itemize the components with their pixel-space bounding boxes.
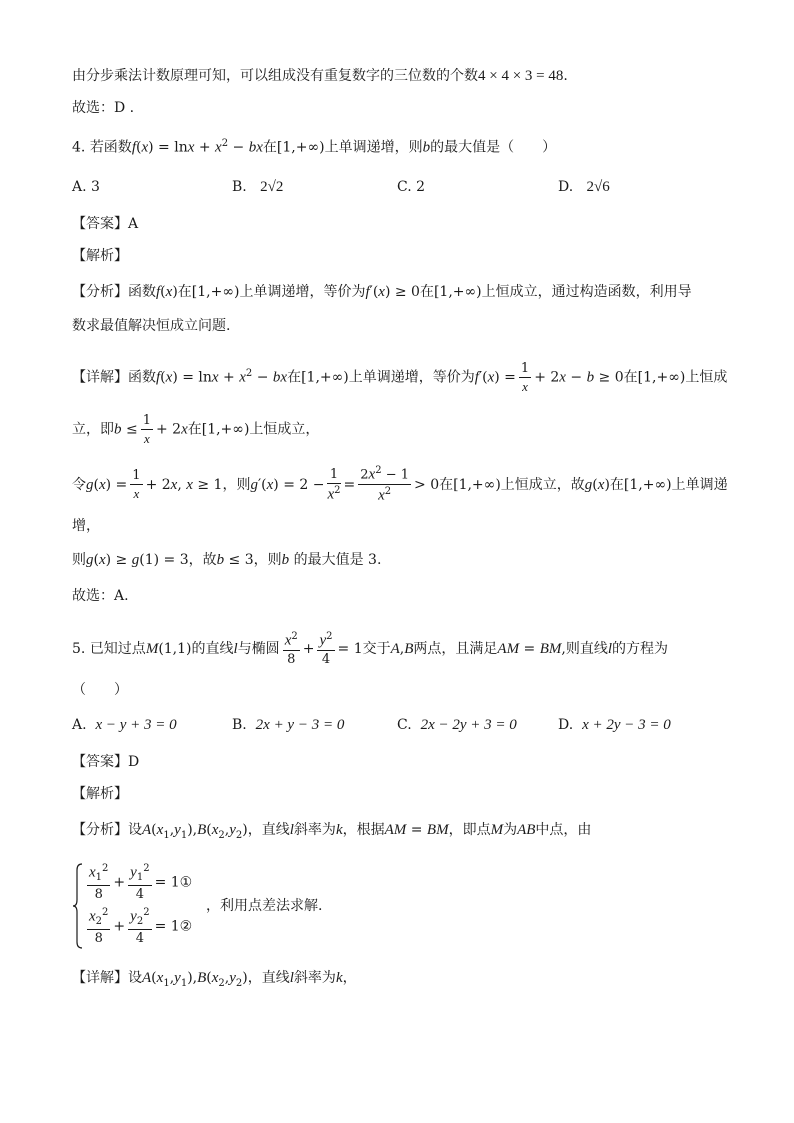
detail-text: 在 [187,421,202,438]
fenxi-tag: 【分析】 [72,822,128,838]
q5-text: 交于 [362,641,391,658]
detail-text: ， [342,970,357,986]
detail-text: 的最大值是 3. [293,552,382,568]
q4-options [72,176,732,198]
detail-text: 上恒成立， [249,421,320,438]
q4-detail-line1: 【详解】函数$f(x) = \ln x + x^2$ − bx在[1,+∞)上单调递增，等价为f′(x) = $\frac{1}{x}$ + 2x − b ≥ 0在[1,+∞)上恒成 [72,361,728,394]
intro-end: . [563,68,568,84]
fraction: $\frac{1}{x}$ [520,361,530,394]
detail-text: ，则 [253,552,282,568]
detail-text: 上单调递增，等价为 [348,369,475,386]
fenxi-text: ，即点 [448,822,491,838]
detail-text: 上单调递 [671,476,728,493]
q4-number: 4. [72,139,86,156]
q5-text: ,则直线 [561,641,608,658]
equation-2: $\frac{x_2^2}{8}$ + $\frac{y_2^2}{4}$ = 1② [89,907,193,946]
q5-text: 的方程为 [612,641,669,658]
left-brace-icon [72,862,84,950]
q5-option-a[interactable]: A. x − y + 3 = 0 [72,717,177,733]
equation-1: $\frac{x_1^2}{8}$ + $\frac{y_1^2}{4}$ = 1① [89,863,193,902]
fenxi-text: 上恒成立，通过构造函数，利用导 [481,284,692,300]
detail-text: 立，即 [72,421,114,438]
q4-text-3: 上单调递增，则 [324,139,423,156]
detail-text: ，则 [222,476,251,493]
q4-detail-line3: 令g(x) = $\frac{1}{x}$ + 2x, x ≥ 1，则g′(x) = 2 − $\frac{1}{x^2}$ = $\frac{2x^2 - 1}{x^2}$ > 0在[1,+∞)上恒成立，故g(x)在[1,+∞)上单调递 [72,465,728,504]
detail-text: 在 [287,369,302,386]
fenxi-text: ，根据 [342,822,385,838]
fraction: $\frac{y^2}{4}$ [319,631,333,668]
q5-option-c[interactable]: C. 2x − 2y + 3 = 0 [397,717,517,733]
detail-text: 令 [72,476,86,493]
q4-fenxi-line1: 【分析】函数f(x)在[1,+∞)上单调递增，等价为f′(x) ≥ 0在[1,+∞)上恒成立，通过构造函数，利用导 [72,284,692,300]
q4-answer: 【答案】A [72,216,139,232]
q4-detail-line4: 增， [72,518,100,534]
intro-choose: 故选：D . [72,100,135,116]
q4-analysis-title: 【解析】 [72,248,128,264]
fenxi-text: 设 [128,822,142,838]
q4-detail-line5: 则g(x) ≥ g(1) = 3，故b ≤ 3，则b 的最大值是 3. [72,552,382,568]
q5-option-d[interactable]: D. x + 2y − 3 = 0 [558,717,671,733]
q4-option-d[interactable]: D. 2√6 [558,179,610,195]
intro-text: 由分步乘法计数原理可知，可以组成没有重复数字的三位数的个数 [72,68,478,84]
q4-fenxi-line2: 数求最值解决恒成立问题. [72,318,231,334]
q4-function: f [131,139,136,156]
fenxi-text: 为 [503,822,518,838]
q5-paren: （ ） [72,682,128,698]
q5-option-b[interactable]: B. 2x + y − 3 = 0 [232,717,345,733]
fenxi-text: 中点，由 [535,822,592,838]
q4-option-b[interactable]: B. 2√2 [232,179,284,195]
detail-text: 设 [128,970,142,986]
q4-text-2: 在 [262,139,277,156]
detail-text: 则 [72,552,86,568]
q5-number: 5. [72,641,86,658]
q5-text: 的直线 [191,641,234,658]
detail-text: 在 [623,369,638,386]
q4-detail-line2: 立，即b ≤ $\frac{1}{x}$ + 2x在[1,+∞)上恒成立， [72,413,320,446]
fenxi-text: 斜率为 [293,822,336,838]
detail-text: 上恒成立，故 [500,476,585,493]
q5-options [72,714,732,736]
q4-text-4: 的最大值是（ ） [430,139,557,156]
fenxi-text: 函数 [128,284,156,300]
q4-text-1: 若函数 [89,139,132,156]
fenxi-text: 在 [177,284,192,300]
fraction: $\frac{1}{x}$ [132,468,141,502]
detail-text: 斜率为 [293,970,336,986]
fraction: $\frac{1}{x}$ [142,413,151,446]
q5-text: 与椭圆 [237,641,280,658]
fenxi-text: 在 [419,284,434,300]
q5-fenxi-line1: 【分析】设$A(x_1,y_1),B(x_2,y_2)$，直线l斜率为k，根据AM = BM，即点M为AB中点，由 [72,822,592,841]
q5-stem: 5. 已知过点M(1,1)的直线l与椭圆 $\frac{x^2}{8}$ + $\frac{y^2}{4}$ = 1交于A,B两点，且满足AM = BM,则直线l的方程为 [72,631,669,668]
q5-text: 两点，且满足 [413,641,498,658]
detail-tag: 【详解】 [72,369,128,386]
q5-detail-line1: 【详解】设$A(x_1,y_1),B(x_2,y_2)$，直线l斜率为k， [72,970,357,989]
q5-answer: 【答案】D [72,754,140,770]
detail-text: ，故 [188,552,217,568]
intro-line [72,66,568,86]
detail-text: 在 [609,476,624,493]
q4-choose: 故选：A. [72,588,129,604]
q5-text: 已知过点 [89,641,146,658]
fraction: $\frac{2x^2 - 1}{x^2}$ [360,465,410,504]
fraction: $\frac{x^2}{8}$ [284,631,298,668]
fenxi-text: 上单调递增，等价为 [239,284,366,300]
fenxi-tag: 【分析】 [72,284,128,300]
q4-option-c[interactable]: C. 2 [397,179,426,195]
fraction: $\frac{1}{x^2}$ [327,466,341,502]
detail-text: 在 [439,476,454,493]
q4-stem: 4. 若函数$f(x) = \ln x + x^2$ − bx在[1,+∞)上单调递增，则b的最大值是（ ） [72,138,557,156]
detail-text: 上恒成 [685,369,728,386]
detail-text: 函数 [128,369,156,386]
fenxi-text: ，直线 [247,822,290,838]
q4-option-a[interactable]: A. 3 [72,179,100,195]
after-brace-text: ，利用点差法求解. [206,898,323,914]
count-expression: 4 × 4 × 3 = 48 [478,68,564,84]
q5-analysis-title: 【解析】 [72,786,128,802]
detail-tag: 【详解】 [72,970,128,986]
detail-text: ，直线 [247,970,290,986]
